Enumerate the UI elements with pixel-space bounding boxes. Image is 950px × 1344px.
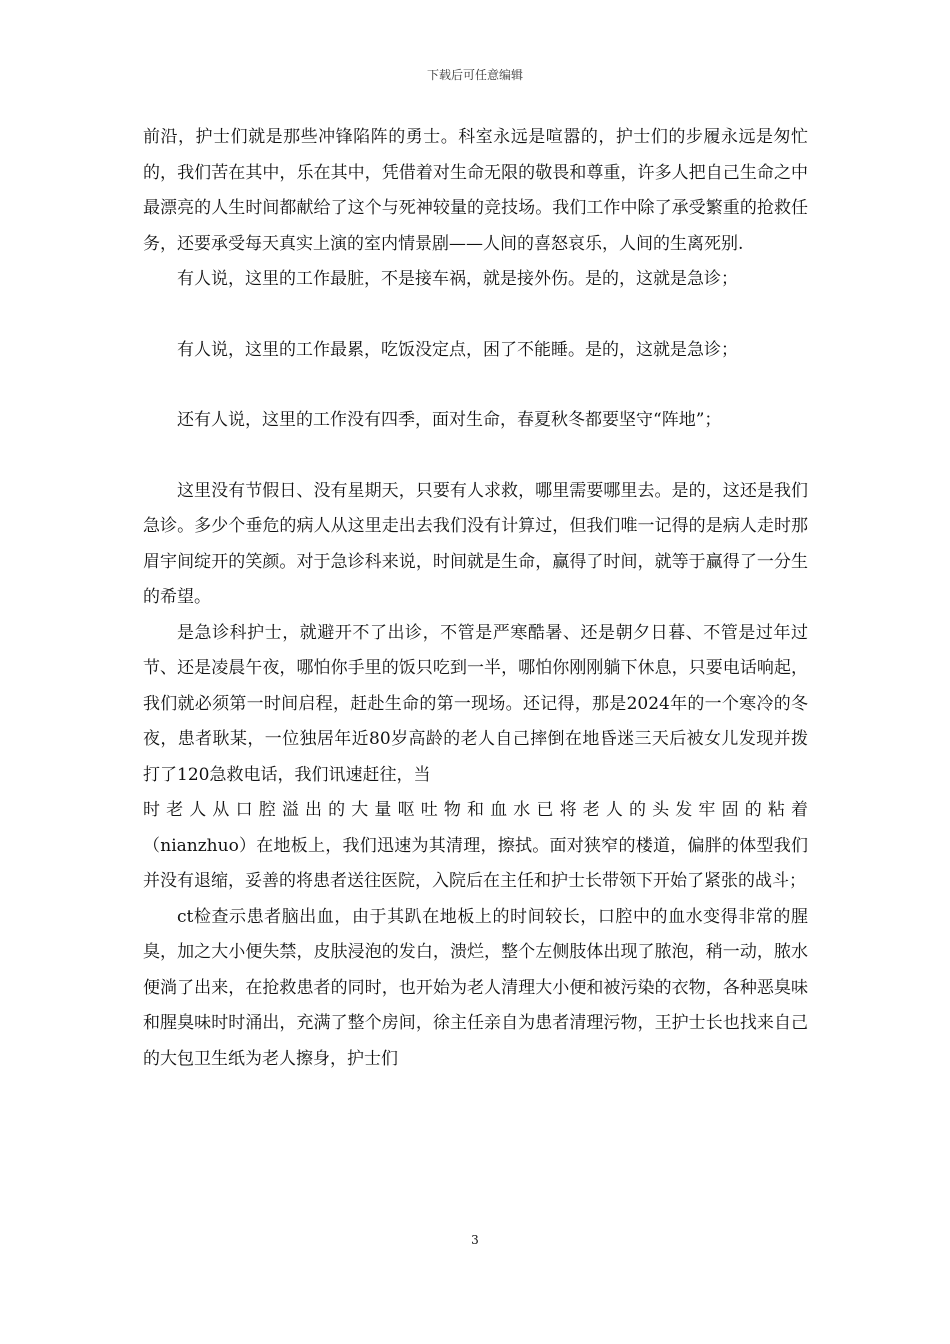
paragraph-2: 有人说，这里的工作最脏，不是接车祸，就是接外伤。是的，这就是急诊； [177, 269, 738, 289]
paragraph-5: 这里没有节假日、没有星期天，只要有人求救，哪里需要哪里去。是的，这还是我们急诊。多少个垂危的病人从这里走出去我们没有计算过，但我们唯一记得的是病人走时那眉宇间绽开的笑颜。对于急诊科来说，时间就是生命，赢得了时间，就等于赢得了一分生的希望。 [143, 480, 808, 607]
paragraph-1: 前沿，护士们就是那些冲锋陷阵的勇士。科室永远是喧嚣的，护士们的步履永远是匆忙的，我们苦在其中，乐在其中，凭借着对生命无限的敬畏和尊重，许多人把自己生命之中最漂亮的人生时间都献给了这个与死神较量的竞技场。我们工作中除了承受繁重的抢救任务，还要承受每天真实上演的室内情景剧——人间的喜怒哀乐，人间的生离死别. [143, 127, 808, 254]
paragraph-7: ct检查示患者脑出血，由于其趴在地板上的时间较长，口腔中的血水变得非常的腥臭，加之大小便失禁，皮肤浸泡的发白，溃烂，整个左侧肢体出现了脓泡，稍一动，脓水便淌了出来，在抢救患者的同时，也开始为老人清理大小便和被污染的衣物，各种恶臭味和腥臭味时时涌出，充满了整个房间，徐主任亲自为患者清理污物，王护士长也找来自己的大包卫生纸为老人擦身，护士们 [143, 906, 808, 1069]
document-body [143, 120, 808, 1077]
paragraph-6: 是急诊科护士，就避开不了出诊，不管是严寒酷暑、还是朝夕日暮、不管是过年过节、还是凌晨午夜，哪怕你手里的饭只吃到一半，哪怕你刚刚躺下休息，只要电话响起，我们就必须第一时间启程，赶赴生命的第一现场。还记得，那是2024年的一个寒冷的冬夜，患者耿某，一位独居年近80岁高龄的老人自己摔倒在地昏迷三天后被女儿发现并拨打了120急救电话，我们讯速赶往，当 [143, 622, 808, 785]
paragraph-4: 还有人说，这里的工作没有四季，面对生命，春夏秋冬都要坚守“阵地”； [177, 410, 722, 430]
paragraph-3: 有人说，这里的工作最累，吃饭没定点，困了不能睡。是的，这就是急诊； [177, 339, 738, 360]
page-number: 3 [471, 1233, 479, 1247]
page-header: 下载后可任意编辑 [426, 68, 523, 82]
paragraph-6-continued: 时老人从口腔溢出的大量呕吐物和血水已将老人的头发牢固的粘着 [143, 800, 808, 820]
paragraph-6-end: （nianzhuo）在地板上，我们迅速为其清理，擦拭。面对狭窄的楼道，偏胖的体型我们并没有退缩，妥善的将患者送往医院，入院后在主任和护士长带领下开始了紧张的战斗； [143, 835, 808, 891]
